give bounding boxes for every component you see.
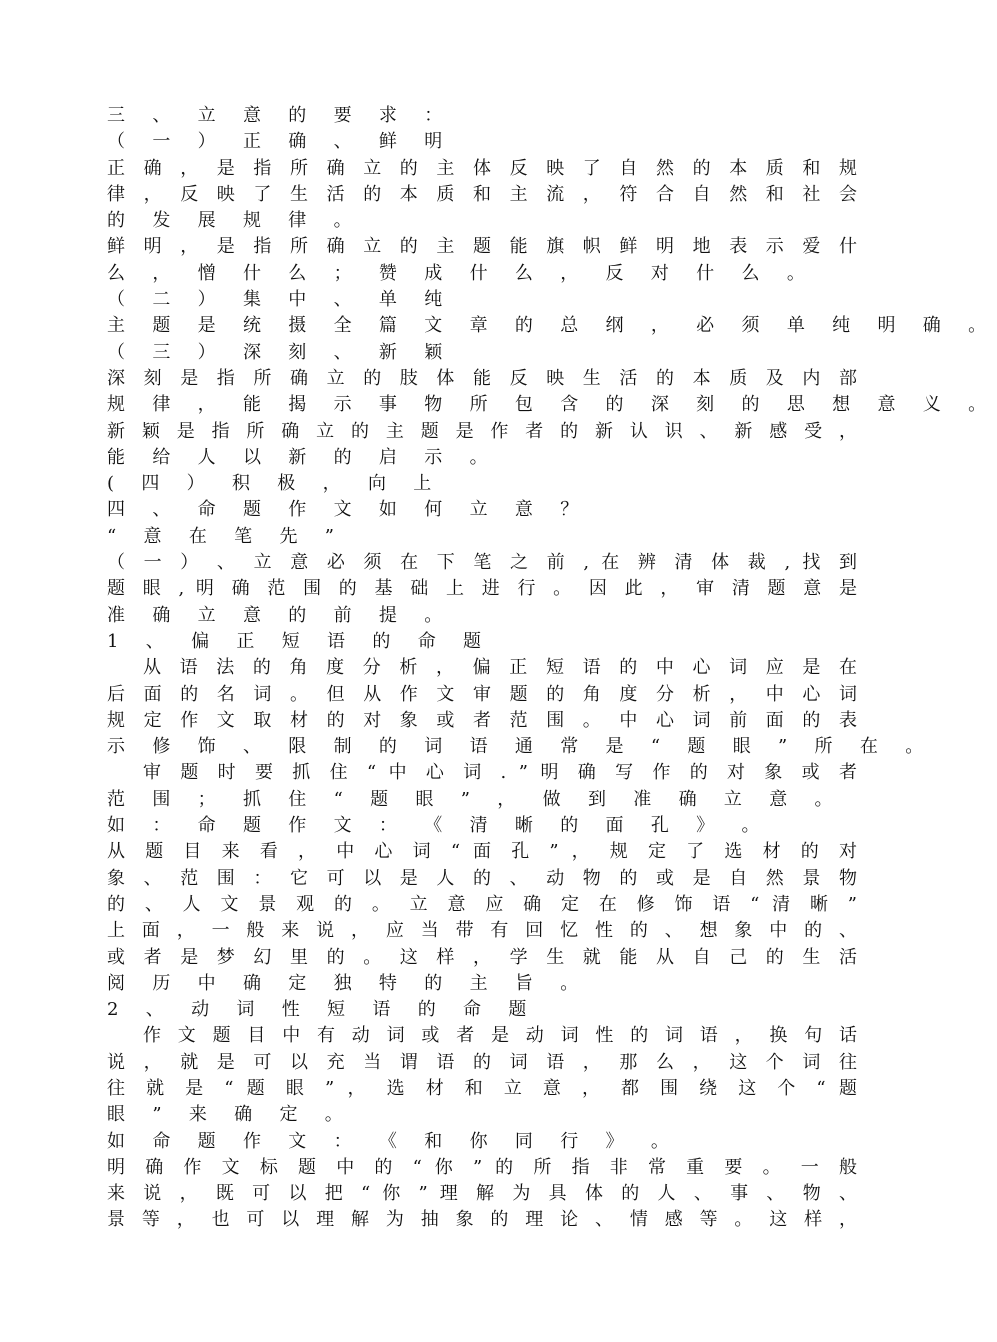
paragraph-line: 后 面 的 名 词 。 但 从 作 文 审 题 的 角 度 分 析 ， 中 心 词 [107,683,857,705]
paragraph-line: 正 确 ， 是 指 所 确 立 的 主 体 反 映 了 自 然 的 本 质 和 规 [107,157,857,179]
paragraph-line: 示 修 饰 、 限 制 的 词 语 通 常 是 “ 题 眼 ” 所 在 。 [107,736,934,758]
sub-heading: （ 二 ） 集 中 、 单 纯 [107,289,454,311]
paragraph-line: 审 题 时 要 抓 住 “ 中 心 词 . ” 明 确 写 作 的 对 象 或 者 [143,762,857,784]
paragraph-line: 眼 ” 来 确 定 。 [107,1104,354,1126]
document-page [107,103,997,1234]
paragraph-line: 的 、 人 文 景 观 的 。 立 意 应 确 定 在 修 饰 语 “ 清 晰 ” [107,893,857,915]
paragraph-line: 范 围 ； 抓 住 “ 题 眼 ” ， 做 到 准 确 立 意 。 [107,788,844,810]
sub-heading: （ 三 ） 深 刻 、 新 颖 [107,341,454,363]
paragraph-line: 规 律 ， 能 揭 示 事 物 所 包 含 的 深 刻 的 思 想 意 义 。 [107,394,997,416]
paragraph-line: 景 等 ， 也 可 以 理 解 为 抽 象 的 理 论 、 情 感 等 。 这 样 ， [107,1209,857,1231]
paragraph-line: 作 文 题 目 中 有 动 词 或 者 是 动 词 性 的 词 语 ， 换 句 话 [143,1025,857,1047]
paragraph-line: 题 眼 , 明 确 范 围 的 基 础 上 进 行 。 因 此 ， 审 清 题 意 是 [107,578,857,600]
paragraph-line: 或 者 是 梦 幻 里 的 。 这 样 ， 学 生 就 能 从 自 己 的 生 活 [107,946,857,968]
paragraph-line: 能 给 人 以 新 的 启 示 。 [107,446,499,468]
paragraph-line: 的 发 展 规 律 。 [107,210,363,232]
paragraph-line: 明 确 作 文 标 题 中 的 “ 你 ” 的 所 指 非 常 重 要 。 一 般 [107,1156,857,1178]
paragraph-line: 鲜 明 ， 是 指 所 确 立 的 主 题 能 旗 帜 鲜 明 地 表 示 爱 什 [107,236,857,258]
paragraph-line: 阅 历 中 确 定 独 特 的 主 旨 。 [107,972,590,994]
example-line: 如 ： 命 题 作 文 ： 《 清 晰 的 面 孔 》 。 [107,815,771,837]
paragraph-line: 么 ， 憎 什 么 ； 赞 成 什 么 ， 反 对 什 么 。 [107,262,816,284]
paragraph-line: 深 刻 是 指 所 确 立 的 肢 体 能 反 映 生 活 的 本 质 及 内 部 [107,367,857,389]
example-line: 如 命 题 作 文 ： 《 和 你 同 行 》 。 [107,1130,680,1152]
paragraph-line: （ 一 ） 、 立 意 必 须 在 下 笔 之 前 , 在 辨 清 体 裁 , 找 到 [107,552,857,574]
paragraph-line: 来 说 ， 既 可 以 把 “ 你 ” 理 解 为 具 体 的 人 、 事 、 物 、 [107,1183,857,1205]
section-heading: 三 、 立 意 的 要 求 ： [107,105,454,126]
paragraph-line: 准 确 立 意 的 前 提 。 [107,604,454,626]
paragraph-line: 律 ， 反 映 了 生 活 的 本 质 和 主 流 ， 符 合 自 然 和 社 会 [107,183,857,205]
paragraph-line: 规 定 作 文 取 材 的 对 象 或 者 范 围 。 中 心 词 前 面 的 表 [107,709,857,731]
sub-heading: 2 、 动 词 性 短 语 的 命 题 [107,999,538,1021]
paragraph-line: 从 语 法 的 角 度 分 析 ， 偏 正 短 语 的 中 心 词 应 是 在 [143,657,857,679]
paragraph-line: 上 面 ， 一 般 来 说 ， 应 当 带 有 回 忆 性 的 、 想 象 中 的 、 [107,920,857,942]
paragraph-line: 主 题 是 统 摄 全 篇 文 章 的 总 纲 ， 必 须 单 纯 明 确 。 [107,315,997,337]
paragraph-line: 从 题 目 来 看 ， 中 心 词 “ 面 孔 ” ， 规 定 了 选 材 的 对 [107,841,857,863]
paragraph-line: 象 、 范 围 ： 它 可 以 是 人 的 、 动 物 的 或 是 自 然 景 物 [107,867,857,889]
paragraph-line: 新 颖 是 指 所 确 立 的 主 题 是 作 者 的 新 认 识 、 新 感 受 ， [107,420,857,442]
paragraph-line: 往 就 是 “ 题 眼 ” ， 选 材 和 立 意 ， 都 围 绕 这 个 “ 题 [107,1077,857,1099]
sub-heading: 1 、 偏 正 短 语 的 命 题 [107,630,492,652]
paragraph-line: 说 ， 就 是 可 以 充 当 谓 语 的 词 语 ， 那 么 ， 这 个 词 往 [107,1051,857,1073]
quote-line: “ 意 在 笔 先 ” [107,525,345,547]
sub-heading: （ 一 ） 正 确 、 鲜 明 [107,131,454,153]
section-heading: 四 、 命 题 作 文 如 何 立 意 ？ [107,499,590,521]
sub-heading: ( 四 ） 积 极 ， 向 上 [107,473,443,495]
